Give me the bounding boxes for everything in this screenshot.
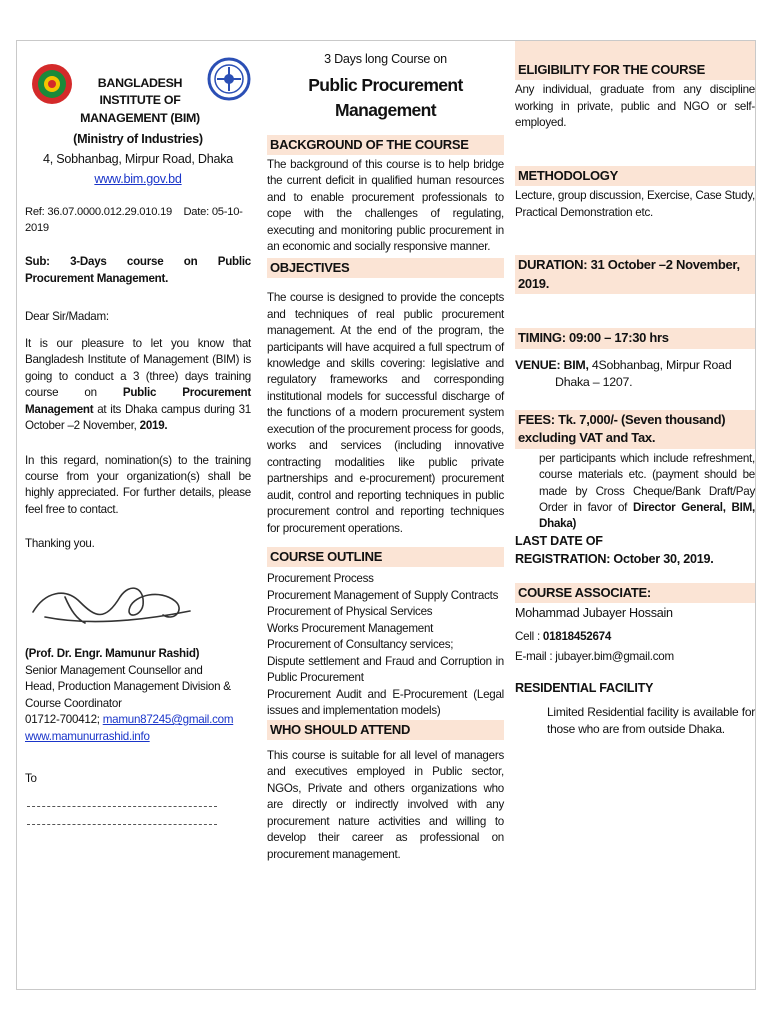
closing: Thanking you.	[25, 537, 95, 551]
associate-email: E-mail : jubayer.bim@gmail.com	[515, 650, 674, 664]
course-title: Public Procurement Management	[308, 74, 463, 120]
venue-line-1: 4Sobhanbag, Mirpur Road	[588, 357, 732, 372]
outline-list	[267, 571, 504, 719]
venue	[515, 357, 755, 375]
eligibility-text: Any individual, graduate from any discipline working in private, public and NGO or self-employed.	[515, 83, 755, 130]
audience-text: This course is suitable for all level of managers and executives employed in Public sector, NGOs, Private and others organizations who are directly or indirectly involved with any procurement nature activities and willing to develop their career as professional on procurement management.	[267, 748, 504, 861]
ministry: (Ministry of Industries)	[73, 132, 203, 146]
duration-heading: DURATION: 31 October –2 November, 2019.	[515, 255, 755, 294]
signer-website-link[interactable]: www.mamunurrashid.info	[25, 729, 150, 743]
associate-heading: COURSE ASSOCIATE:	[515, 583, 755, 603]
recipient-line-1	[27, 795, 217, 807]
list-item: Procurement of Consultancy services;	[267, 638, 454, 652]
residential-text: Limited Residential facility is available for those who are from outside Dhaka.	[547, 704, 755, 736]
associate-name: Mohammad Jubayer Hossain	[515, 606, 673, 621]
list-item: Procurement Process	[267, 572, 374, 586]
letterhead	[25, 55, 251, 135]
signer-email-link[interactable]: mamun87245@gmail.com	[102, 713, 234, 727]
cover-letter-column	[25, 41, 251, 825]
salutation: Dear Sir/Madam:	[25, 310, 109, 324]
signer-phone: 01712-700412;	[25, 713, 103, 727]
signer-name: (Prof. Dr. Engr. Mamunur Rashid)	[25, 647, 200, 661]
institute-name: BANGLADESH INSTITUTE OF MANAGEMENT (BIM)	[80, 76, 200, 125]
eligibility-heading: ELIGIBILITY FOR THE COURSE	[515, 41, 755, 80]
course-kicker: 3 Days long Course on	[324, 52, 447, 66]
last-date-line-2: REGISTRATION: October 30, 2019.	[515, 551, 714, 566]
outline-heading: COURSE OUTLINE	[267, 547, 504, 567]
list-item: Procurement Management of Supply Contracts	[267, 588, 499, 602]
subject-line: Sub: 3-Days course on Public Procurement Management.	[25, 255, 251, 285]
fees-note: per participants which include refreshment, course materials etc. (payment should be made by Cross Cheque/Bank Draft/Pay Order in favor of Director General, BIM, Dhaka)	[539, 451, 755, 531]
course-details-column	[267, 41, 504, 863]
residential-heading: RESIDENTIAL FACILITY	[515, 680, 654, 695]
methodology-text: Lecture, group discussion, Exercise, Case Study, Practical Demonstration etc.	[515, 189, 755, 219]
venue-line-2: Dhaka – 1207.	[555, 375, 633, 390]
last-date-line-1: LAST DATE OF	[515, 533, 603, 548]
signer-contact	[25, 712, 251, 728]
government-seal-icon	[31, 63, 73, 105]
nomination-paragraph: In this regard, nomination(s) to the training course from your organization(s) shall be highly appreciated. For further details, please feel free to contact.	[25, 453, 251, 516]
background-text: The background of this course is to help bridge the current deficit in qualified human resources and to enable procurement professionals to cope with the challenges of regulating, executing and monitoring public procurement in an economic and socially responsive manner.	[267, 158, 504, 254]
signature-icon	[25, 567, 205, 637]
signer-title-1: Senior Management Counsellor and	[25, 663, 203, 677]
intro-paragraph: It is our pleasure to let you know that Bangladesh Institute of Management (BIM) is going to conduct a 3 (three) days training course on Public Procurement Management at its Dhaka campus during 31 October –2 November, 2019.	[25, 336, 251, 433]
reference-number: Ref: 36.07.0000.012.29.010.19	[25, 205, 173, 218]
venue-label: VENUE: BIM,	[515, 357, 589, 372]
associate-cell: Cell : 01818452674	[515, 630, 612, 643]
address: 4, Sobhanbag, Mirpur Road, Dhaka	[42, 151, 234, 166]
background-heading: BACKGROUND OF THE COURSE	[267, 135, 504, 155]
logistics-column	[515, 41, 755, 738]
signer-title-2: Head, Production Management Division &	[25, 680, 231, 694]
list-item: Works Procurement Management	[267, 621, 434, 635]
recipient-label: To	[25, 771, 37, 785]
website-link[interactable]: www.bim.gov.bd	[94, 171, 182, 186]
brochure-page	[16, 40, 756, 990]
recipient-line-2	[27, 813, 217, 825]
bim-logo-icon	[207, 57, 251, 101]
fees-heading: FEES: Tk. 7,000/- (Seven thousand) excluding VAT and Tax.	[515, 410, 755, 449]
audience-heading: WHO SHOULD ATTEND	[267, 720, 504, 740]
timing-heading: TIMING: 09:00 – 17:30 hrs	[515, 328, 755, 348]
letter-date: Date: 05-10-2019	[25, 205, 243, 234]
list-item: Procurement Audit and E-Procurement (Legal issues and implementation models)	[267, 687, 504, 718]
list-item: Dispute settlement and Fraud and Corruption in Public Procurement	[267, 654, 504, 685]
list-item: Procurement of Physical Services	[267, 605, 433, 619]
methodology-heading: METHODOLOGY	[515, 166, 755, 186]
signer-title-3: Course Coordinator	[25, 696, 122, 710]
objectives-text: The course is designed to provide the concepts and techniques of real public procurement management. At the end of the program, the participants will have acquired a full spectrum of knowledge and skills covering: legislative and regulatory frameworks and corresponding institutional models for successful discharge of the functions of a modern procurement system execution of the procurement process for goods, works and services (including innovative contracting modalities like public private partnerships and e-procurement) procurement audit, control and reporting techniques in public procurement control and reporting techniques for procurement operations.	[267, 291, 505, 535]
objectives-heading: OBJECTIVES	[267, 258, 504, 278]
